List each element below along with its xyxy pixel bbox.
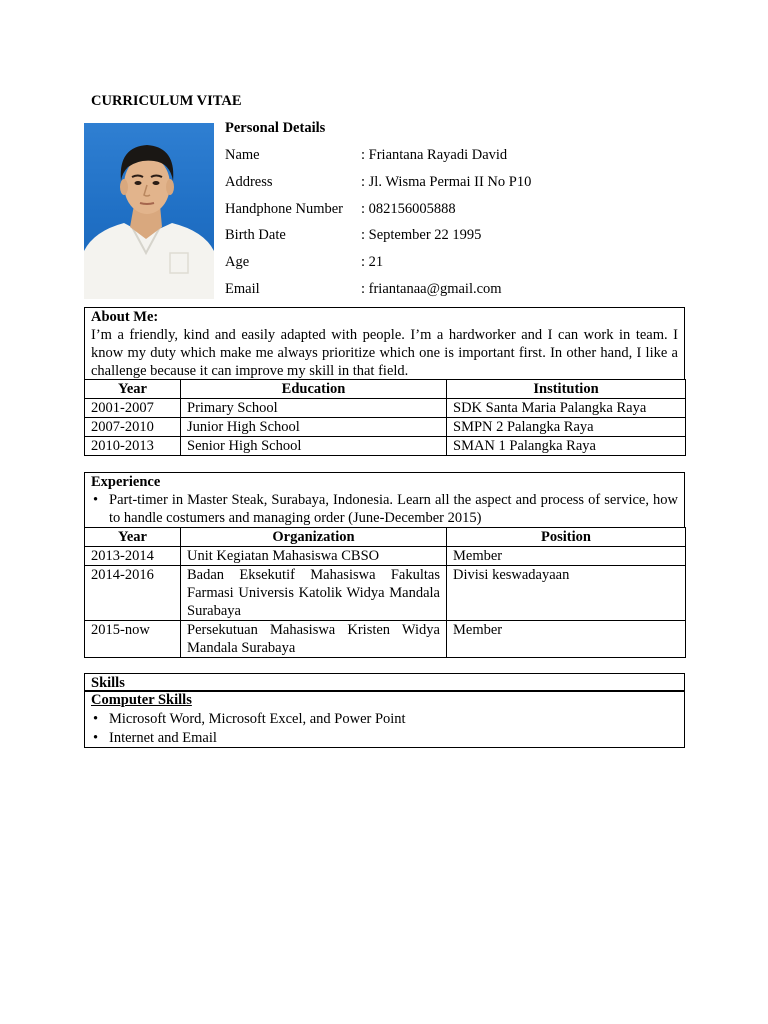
personal-detail-row (225, 281, 685, 301)
table-row (85, 418, 686, 437)
column-header-institution: Institution (447, 380, 686, 399)
column-header-year: Year (85, 528, 181, 547)
personal-detail-row (225, 227, 685, 247)
skills-section (84, 690, 685, 748)
name-label: Name (225, 147, 260, 163)
column-header-year: Year (85, 380, 181, 399)
table-header-row (85, 528, 686, 547)
address-label: Address (225, 174, 273, 190)
year-cell: 2015-now (85, 621, 181, 658)
institution-cell: SMPN 2 Palangka Raya (447, 418, 686, 437)
column-header-organization: Organization (181, 528, 447, 547)
document-title: CURRICULUM VITAE (91, 93, 242, 109)
year-cell: 2001-2007 (85, 399, 181, 418)
personal-detail-row (225, 174, 685, 194)
institution-cell: SMAN 1 Palangka Raya (447, 437, 686, 456)
table-row (85, 399, 686, 418)
education-cell: Senior High School (181, 437, 447, 456)
list-item: • Microsoft Word, Microsoft Excel, and Power Point (109, 710, 678, 729)
experience-heading: Experience (91, 474, 161, 490)
experience-bullet-list (91, 491, 678, 527)
table-row (85, 621, 686, 658)
year-cell: 2010-2013 (85, 437, 181, 456)
year-cell: 2014-2016 (85, 566, 181, 621)
position-cell: Divisi keswadayaan (447, 566, 686, 621)
about-me-text: I’m a friendly, kind and easily adapted with people. I’m a hardworker and I can work in team. I know my duty which make me always prioritize which one is important first. In other hand, I like a challenge because it can improve my skill in that field. (91, 327, 678, 379)
email-value: : friantanaa@gmail.com (361, 281, 502, 297)
address-value: : Jl. Wisma Permai II No P10 (361, 174, 532, 190)
personal-detail-row (225, 254, 685, 274)
table-row (85, 437, 686, 456)
table-header-row (85, 380, 686, 399)
organization-table (84, 527, 686, 658)
age-label: Age (225, 254, 250, 270)
personal-detail-row (225, 147, 685, 167)
age-value: : 21 (361, 254, 384, 270)
table-row (85, 547, 686, 566)
year-cell: 2007-2010 (85, 418, 181, 437)
personal-detail-row (225, 201, 685, 221)
personal-details-heading: Personal Details (225, 120, 326, 136)
phone-value: : 082156005888 (361, 201, 456, 217)
table-row (85, 566, 686, 621)
birth-date-value: : September 22 1995 (361, 227, 482, 243)
skills-heading: Skills (91, 675, 125, 691)
column-header-position: Position (447, 528, 686, 547)
about-me-section (84, 307, 685, 380)
birth-date-label: Birth Date (225, 227, 286, 243)
education-cell: Primary School (181, 399, 447, 418)
about-me-heading: About Me: (91, 309, 159, 325)
institution-cell: SDK Santa Maria Palangka Raya (447, 399, 686, 418)
column-header-education: Education (181, 380, 447, 399)
organization-cell: Unit Kegiatan Mahasiswa CBSO (181, 547, 447, 566)
organization-cell: Badan Eksekutif Mahasiswa Fakultas Farmasi Universis Katolik Widya Mandala Surabaya (181, 566, 447, 621)
education-cell: Junior High School (181, 418, 447, 437)
education-table (84, 379, 686, 456)
skills-bullet-list (91, 710, 678, 748)
position-cell: Member (447, 547, 686, 566)
list-item: • Internet and Email (109, 729, 678, 748)
list-item: • Part-timer in Master Steak, Surabaya, Indonesia. Learn all the aspect and process of service, how to handle costumers and managing order (June-December 2015) (109, 491, 678, 527)
computer-skills-subheading: Computer Skills (91, 692, 192, 708)
position-cell: Member (447, 621, 686, 658)
profile-photo (84, 123, 214, 299)
email-label: Email (225, 281, 260, 297)
year-cell: 2013-2014 (85, 547, 181, 566)
experience-section (84, 472, 685, 527)
name-value: : Friantana Rayadi David (361, 147, 508, 163)
phone-label: Handphone Number (225, 201, 343, 217)
organization-cell: Persekutuan Mahasiswa Kristen Widya Mandala Surabaya (181, 621, 447, 658)
